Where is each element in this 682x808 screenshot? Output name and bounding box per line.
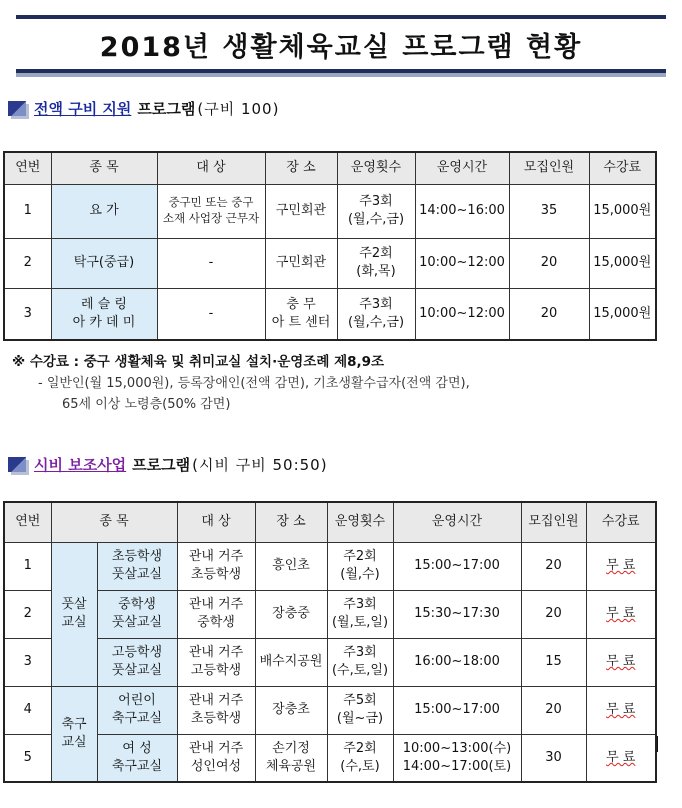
target-group: 관내 거주 중학생 (177, 590, 255, 638)
fee-text: 무 료 (606, 654, 636, 670)
category-soccer: 축구 교실 (51, 686, 97, 782)
table-row (4, 288, 656, 340)
section2-heading (8, 454, 328, 475)
program-name: 레 슬 링 아 카 데 미 (51, 288, 157, 340)
capacity: 20 (521, 686, 586, 734)
fee-note: ※ 수강료 : 중구 생활체육 및 취미교실 설치·운영조례 제8,9조 (12, 354, 385, 370)
table-row (4, 638, 656, 686)
schedule-time: 14:00~16:00 (415, 184, 509, 238)
venue: 흥인초 (255, 542, 327, 590)
capacity: 20 (509, 238, 589, 288)
schedule-time: 10:00~12:00 (415, 288, 509, 340)
table-row (4, 590, 656, 638)
page-title: 2018년 생활체육교실 프로그램 현황 (99, 31, 583, 63)
fee: 15,000원 (589, 238, 656, 288)
section1-heading-paren: (구비 100) (197, 100, 280, 118)
header-fee: 수강료 (586, 502, 656, 542)
header-time: 운영시간 (393, 502, 521, 542)
target-group: 관내 거주 성인여성 (177, 734, 255, 782)
table-row (4, 686, 656, 734)
table-row (4, 238, 656, 288)
header-time: 운영시간 (415, 152, 509, 184)
venue: 충 무 아 트 센터 (265, 288, 337, 340)
section1-heading-rest: 프로그램 (137, 100, 196, 118)
row-number: 1 (4, 542, 51, 590)
header-place: 장 소 (255, 502, 327, 542)
program-name: 중학생 풋살교실 (97, 590, 177, 638)
capacity: 20 (521, 590, 586, 638)
table2-header-row (4, 502, 656, 542)
capacity: 15 (521, 638, 586, 686)
frequency: 주5회 (월~금) (327, 686, 393, 734)
program-name: 여 성 축구교실 (97, 734, 177, 782)
category-futsal: 풋살 교실 (51, 542, 97, 686)
schedule-time: 15:30~17:30 (393, 590, 521, 638)
fee (586, 734, 656, 782)
fee-text: 무 료 (606, 749, 636, 765)
row-number: 2 (4, 590, 51, 638)
program-name: 요 가 (51, 184, 157, 238)
capacity: 30 (521, 734, 586, 782)
header-fee: 수강료 (589, 152, 656, 184)
frequency: 주3회 (월,수,금) (337, 288, 415, 340)
program-table-2 (3, 501, 657, 783)
fee-text: 무 료 (606, 606, 636, 622)
section2-heading-paren: (시비 구비 50:50) (192, 456, 328, 474)
venue: 배수지공원 (255, 638, 327, 686)
frequency: 주3회 (수,토,일) (327, 638, 393, 686)
venue: 장충초 (255, 686, 327, 734)
header-count: 모집인원 (509, 152, 589, 184)
row-number: 3 (4, 638, 51, 686)
header-freq: 운영횟수 (337, 152, 415, 184)
fee: 15,000원 (589, 288, 656, 340)
schedule-time: 10:00~12:00 (415, 238, 509, 288)
header-item: 종 목 (51, 502, 177, 542)
table-row (4, 184, 656, 238)
frequency: 주3회 (월,수,금) (337, 184, 415, 238)
frequency: 주2회 (수,토) (327, 734, 393, 782)
header-item: 종 목 (51, 152, 157, 184)
fee (586, 638, 656, 686)
program-name: 고등학생 풋살교실 (97, 638, 177, 686)
program-name: 탁구(중급) (51, 238, 157, 288)
fee-note-detail-1: - 일반인(월 15,000원), 등록장애인(전액 감면), 기초생활수급자(전액 감면), (38, 376, 470, 391)
header-place: 장 소 (265, 152, 337, 184)
fee-text: 무 료 (606, 558, 636, 574)
schedule-time: 15:00~17:00 (393, 542, 521, 590)
target-group: 관내 거주 초등학생 (177, 542, 255, 590)
fee: 15,000원 (589, 184, 656, 238)
title-underline (16, 73, 666, 77)
text-cursor (657, 736, 658, 752)
frequency: 주2회 (월,수) (327, 542, 393, 590)
capacity: 20 (509, 288, 589, 340)
title-banner (16, 15, 666, 73)
target-group: - (157, 288, 265, 340)
section2-heading-highlight: 시비 보조사업 (34, 456, 127, 474)
program-name: 초등학생 풋살교실 (97, 542, 177, 590)
target-group: 관내 거주 초등학생 (177, 686, 255, 734)
program-table-1 (3, 151, 657, 341)
header-target: 대 상 (177, 502, 255, 542)
square-bullet-icon (8, 457, 26, 472)
fee (586, 590, 656, 638)
venue: 구민회관 (265, 238, 337, 288)
row-number: 1 (4, 184, 51, 238)
row-number: 5 (4, 734, 51, 782)
schedule-time: 16:00~18:00 (393, 638, 521, 686)
table-row (4, 542, 656, 590)
fee (586, 542, 656, 590)
square-bullet-icon (8, 101, 26, 116)
venue: 구민회관 (265, 184, 337, 238)
fee-note-detail-2: 65세 이상 노령층(50% 감면) (62, 397, 231, 412)
venue: 장충중 (255, 590, 327, 638)
schedule-time: 10:00~13:00(수) 14:00~17:00(토) (393, 734, 521, 782)
row-number: 2 (4, 238, 51, 288)
capacity: 35 (509, 184, 589, 238)
frequency: 주2회 (화,목) (337, 238, 415, 288)
program-name: 어린이 축구교실 (97, 686, 177, 734)
header-no: 연번 (4, 152, 51, 184)
target-group: 중구민 또는 중구 소재 사업장 근무자 (157, 184, 265, 238)
header-freq: 운영횟수 (327, 502, 393, 542)
table1-header-row (4, 152, 656, 184)
capacity: 20 (521, 542, 586, 590)
fee-text: 무 료 (606, 702, 636, 718)
header-no: 연번 (4, 502, 51, 542)
schedule-time: 15:00~17:00 (393, 686, 521, 734)
frequency: 주3회 (월,토,일) (327, 590, 393, 638)
section1-heading-highlight: 전액 구비 지원 (34, 100, 132, 118)
section1-heading (8, 98, 279, 119)
target-group: - (157, 238, 265, 288)
table-row (4, 734, 656, 782)
target-group: 관내 거주 고등학생 (177, 638, 255, 686)
row-number: 4 (4, 686, 51, 734)
fee (586, 686, 656, 734)
row-number: 3 (4, 288, 51, 340)
header-count: 모집인원 (521, 502, 586, 542)
header-target: 대 상 (157, 152, 265, 184)
venue: 손기정 체육공원 (255, 734, 327, 782)
section2-heading-rest: 프로그램 (132, 456, 191, 474)
